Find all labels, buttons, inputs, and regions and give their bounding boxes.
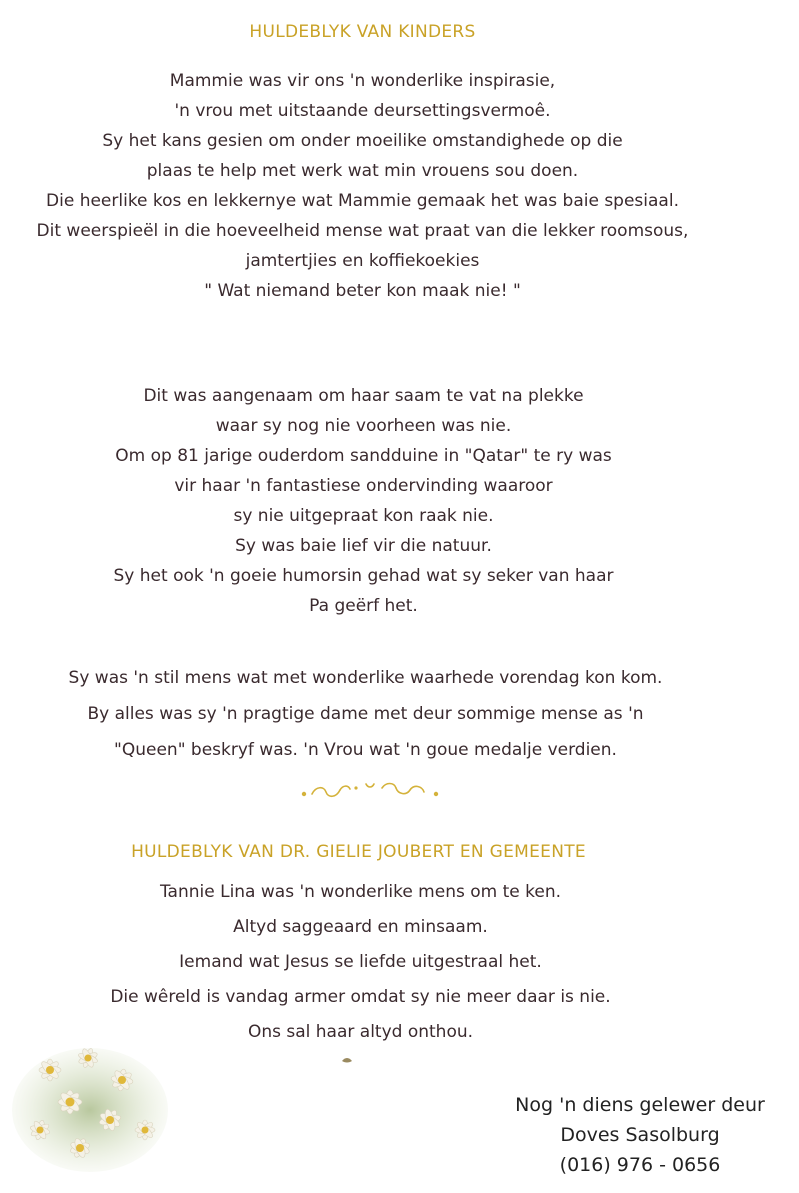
text-line: Dit weerspieël in die hoeveelheid mense wat praat van die lekker roomsous, xyxy=(36,221,689,241)
funeral-service-credit xyxy=(490,1090,790,1180)
text-line: sy nie uitgepraat kon raak nie. xyxy=(233,506,494,526)
tribute-children-title: HULDEBLYK VAN KINDERS xyxy=(249,22,476,42)
text-line: jamtertjies en koffiekoekies xyxy=(245,251,480,271)
footer-phone: (016) 976 - 0656 xyxy=(559,1154,721,1176)
text-line: Die wêreld is vandag armer omdat sy nie meer daar is nie. xyxy=(110,987,611,1007)
text-line: plaas te help met werk wat min vrouens sou doen. xyxy=(146,161,579,181)
text-line: Sy was 'n stil mens wat met wonderlike waarhede vorendag kon kom. xyxy=(68,668,663,688)
text-line: Pa geërf het. xyxy=(309,596,418,616)
tribute-minister-paragraph xyxy=(0,875,760,1050)
text-line: Sy het ook 'n goeie humorsin gehad wat sy seker van haar xyxy=(113,566,614,586)
tribute-minister-title: HULDEBLYK VAN DR. GIELIE JOUBERT EN GEMEENTE xyxy=(131,842,586,862)
text-line: Sy het kans gesien om onder moeilike omstandighede op die xyxy=(102,131,623,151)
text-line: Om op 81 jarige ouderdom sandduine in "Qatar" te ry was xyxy=(115,446,612,466)
text-line: Sy was baie lief vir die natuur. xyxy=(235,536,492,556)
text-line: Tannie Lina was 'n wonderlike mens om te ken. xyxy=(159,882,562,902)
text-line: vir haar 'n fantastiese ondervinding waaroor xyxy=(174,476,553,496)
text-line: Ons sal haar altyd onthou. xyxy=(247,1022,474,1042)
gold-flourish-divider-icon xyxy=(290,778,450,804)
text-line: Iemand wat Jesus se liefde uitgestraal het. xyxy=(179,952,542,972)
text-line: 'n vrou met uitstaande deursettingsvermoê. xyxy=(174,101,551,121)
tribute-children-paragraph-3 xyxy=(0,660,765,768)
text-line: Mammie was vir ons 'n wonderlike inspirasie, xyxy=(169,71,556,91)
small-leaf-mark-icon xyxy=(340,1055,354,1065)
footer-line: Nog 'n diens gelewer deur xyxy=(515,1094,765,1116)
text-line: waar sy nog nie voorheen was nie. xyxy=(215,416,512,436)
tribute-children-paragraph-2 xyxy=(0,381,763,621)
text-line: Die heerlike kos en lekkernye wat Mammie gemaak het was baie spesiaal. xyxy=(46,191,679,211)
daisy-bouquet-image xyxy=(10,1030,170,1175)
footer-line: Doves Sasolburg xyxy=(560,1124,720,1146)
text-line: Dit was aangenaam om haar saam te vat na plekke xyxy=(143,386,584,406)
text-line: "Queen" beskryf was. 'n Vrou wat 'n goue medalje verdien. xyxy=(114,740,617,760)
tribute-children-paragraph-1 xyxy=(0,66,762,306)
text-line: " Wat niemand beter kon maak nie! " xyxy=(204,281,521,301)
text-line: Altyd saggeaard en minsaam. xyxy=(233,917,488,937)
text-line: By alles was sy 'n pragtige dame met deur sommige mense as 'n xyxy=(87,704,644,724)
